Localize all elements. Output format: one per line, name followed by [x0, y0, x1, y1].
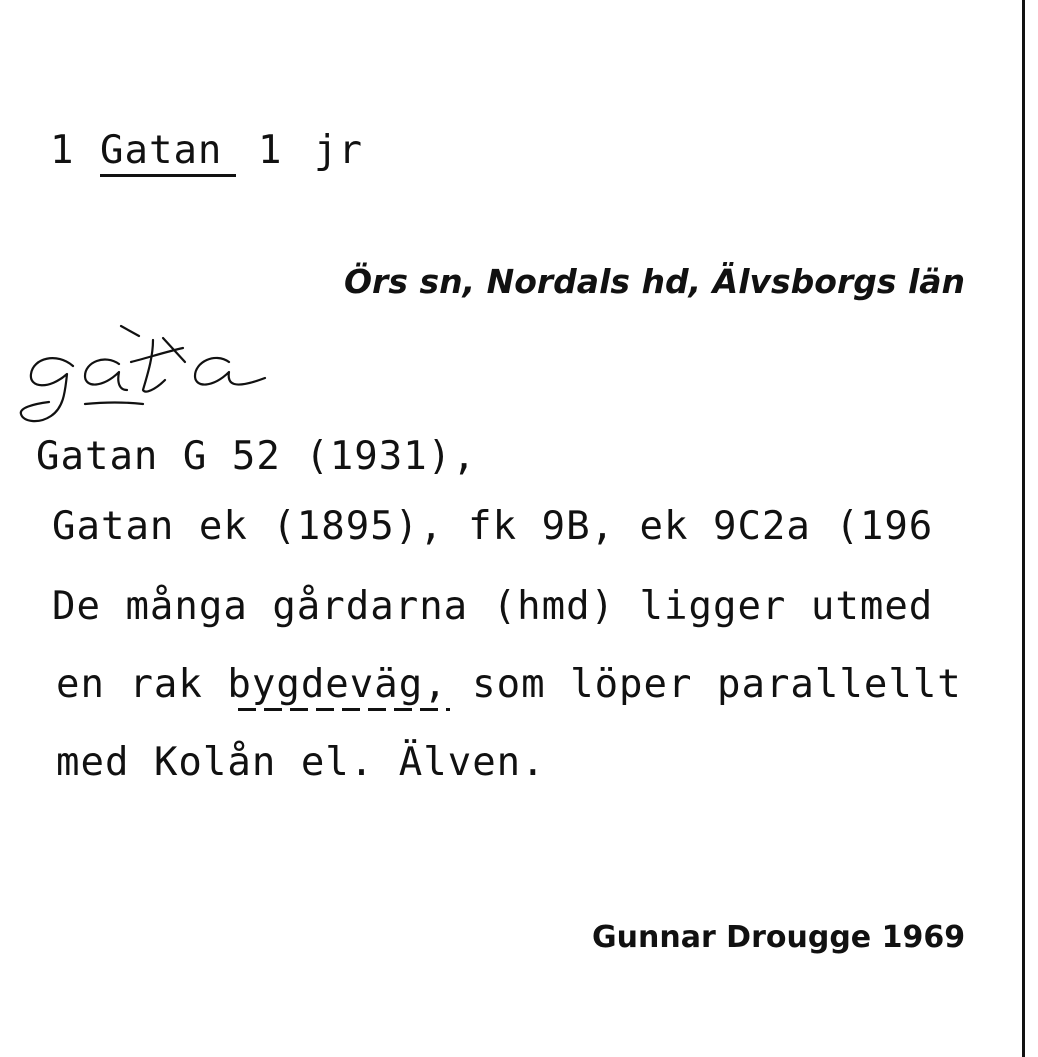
line-5-prefix: med [56, 740, 130, 785]
line-1: Gatan G 52 (1931), [36, 434, 477, 479]
line-4-prefix: en rak [56, 662, 203, 707]
line-3: De många gårdarna (hmd) ligger utmed [52, 584, 934, 629]
place-name: Gatan [100, 128, 223, 173]
card-right-edge [1022, 0, 1025, 1057]
line-2: Gatan ek (1895), fk 9B, ek 9C2a (196 [52, 504, 934, 549]
line-5 [56, 740, 546, 785]
bygdevag-underline [238, 708, 450, 711]
river-name: Kolån [153, 740, 277, 785]
entry-type: jr [314, 128, 363, 173]
handwritten-form [15, 318, 285, 428]
line-4-suffix: , som löper parallellt [423, 662, 962, 707]
line-5-suffix: el. Älven. [300, 740, 546, 785]
underlined-word-bygdevag: bygdeväg [227, 662, 424, 707]
place-name-underline [100, 174, 236, 177]
line-4 [56, 662, 962, 707]
entry-count: 1 [258, 128, 283, 173]
entry-number: 1 [50, 128, 75, 173]
collector-signature: Gunnar Drougge 1969 [592, 920, 966, 955]
location-stamp: Örs sn, Nordals hd, Älvsborgs län [344, 262, 966, 301]
